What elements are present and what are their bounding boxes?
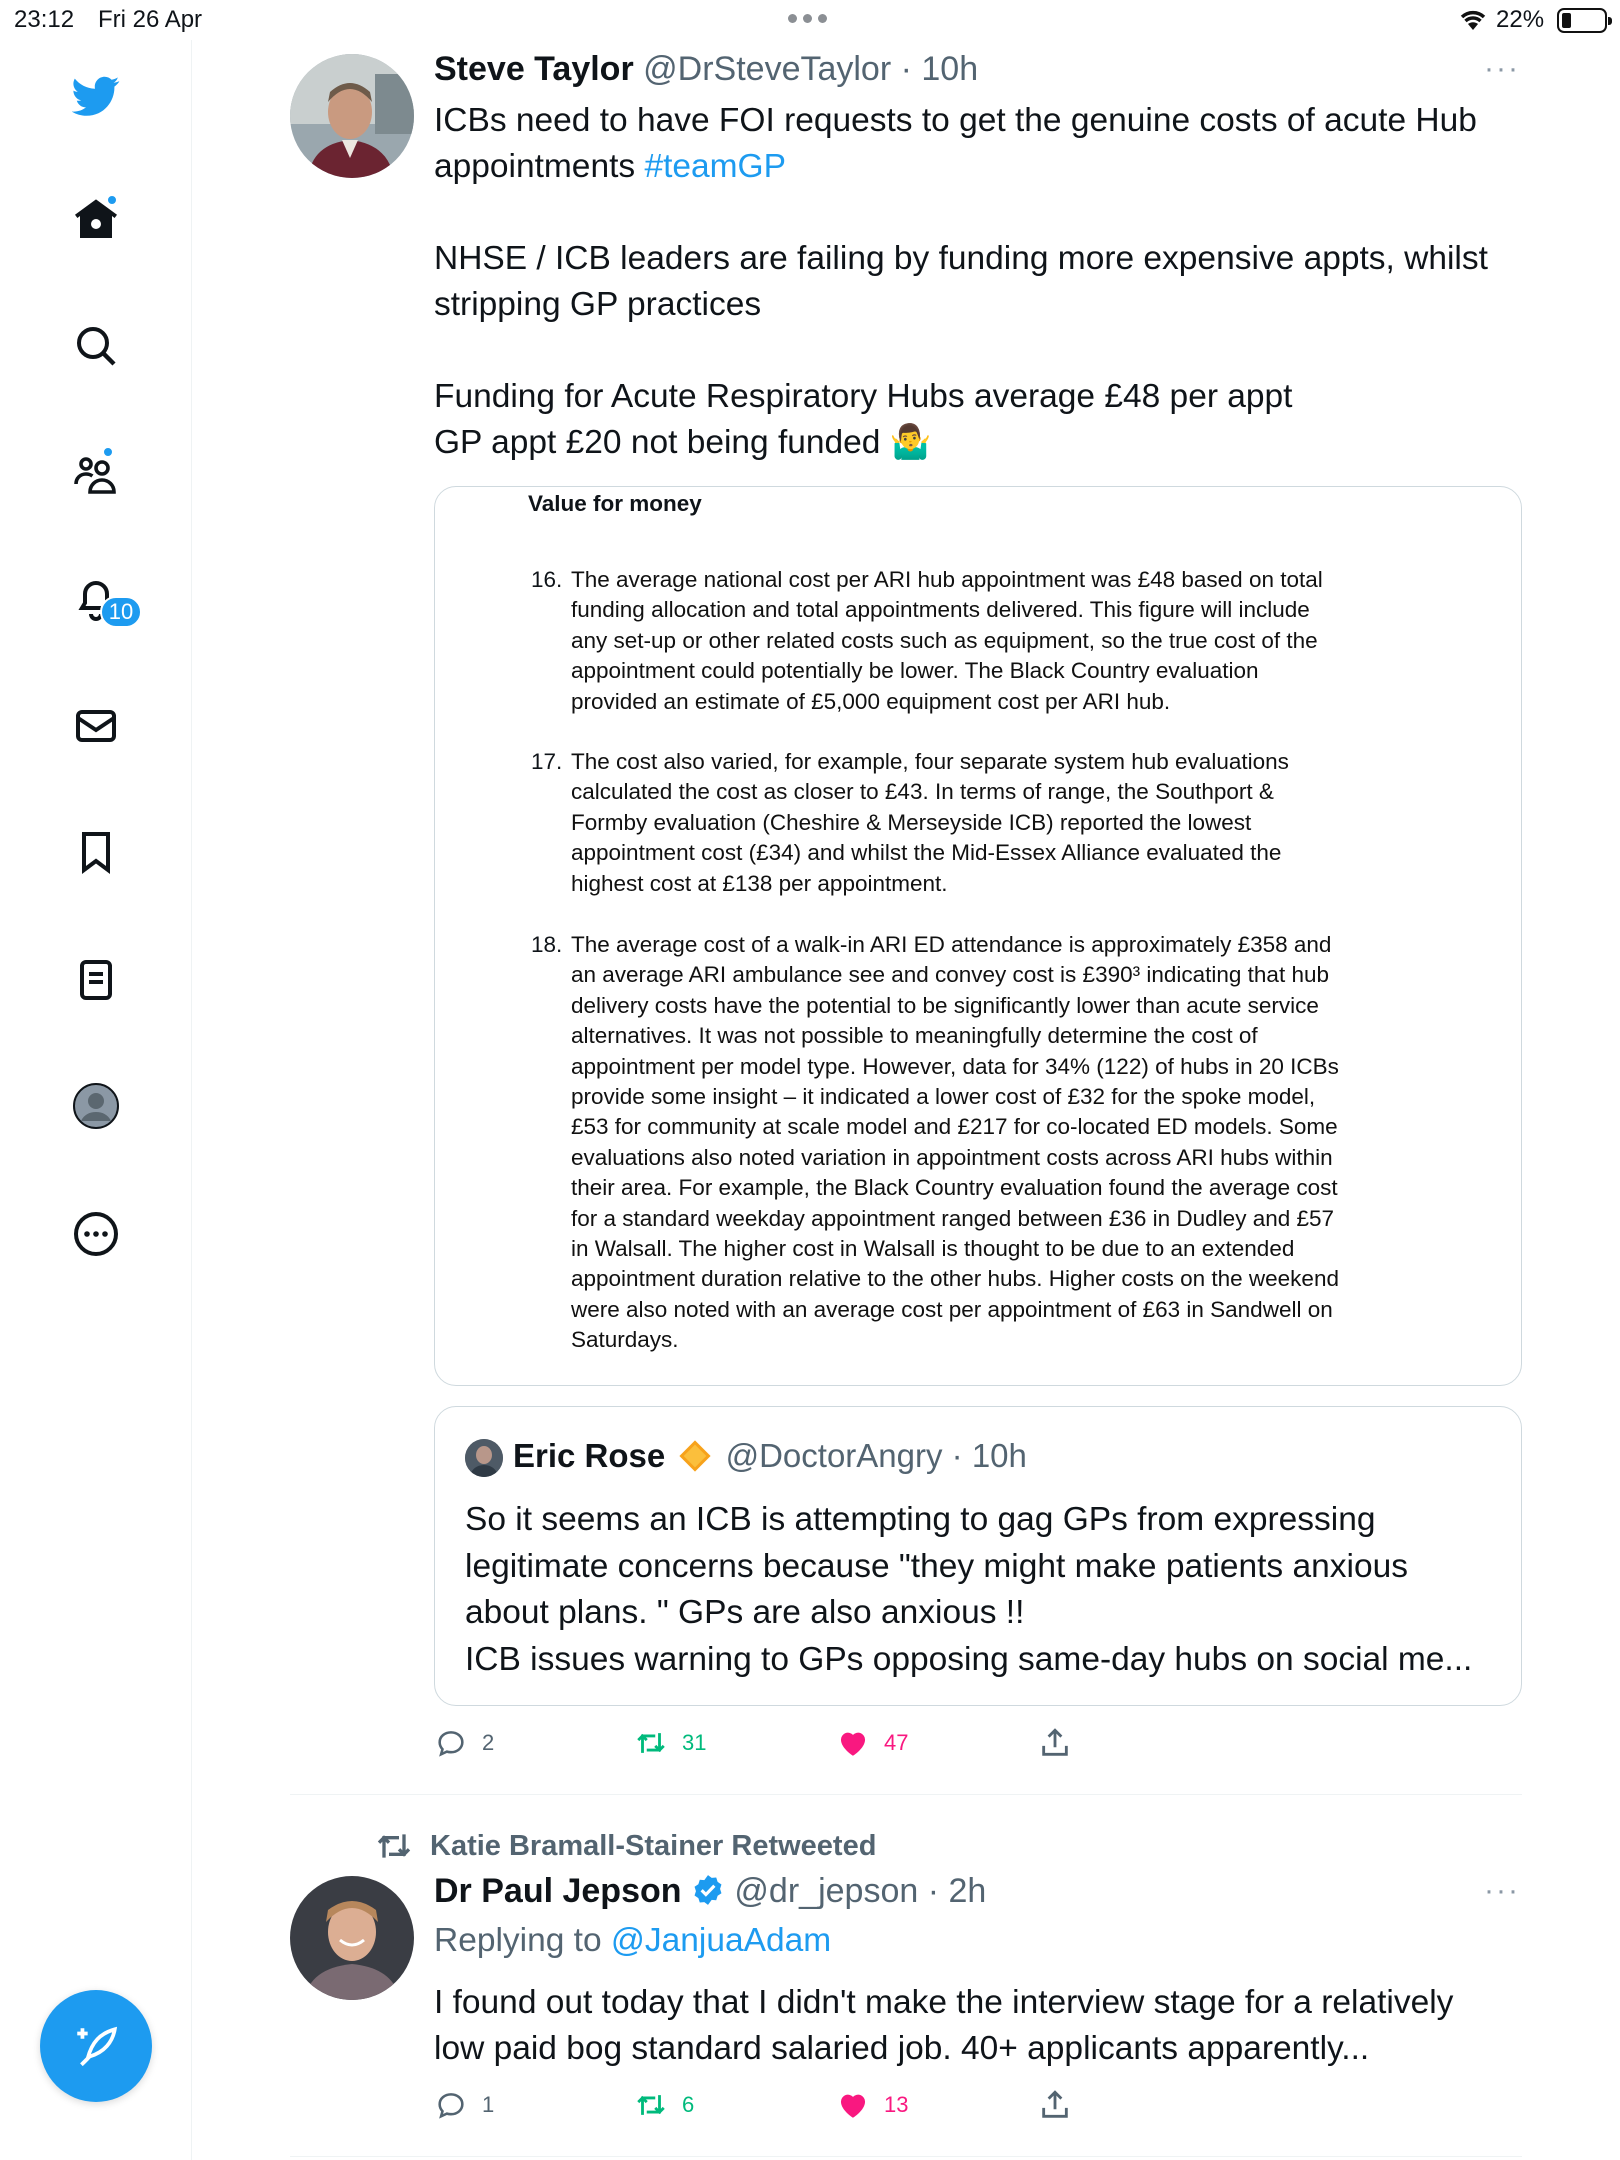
tweet-line: appointments [434, 148, 645, 185]
tweet-line: GP appt £20 not being funded 🤷‍♂️ [434, 424, 932, 461]
reply-button[interactable] [434, 2088, 494, 2122]
document-line: alternatives. It was not possible to meaningfully determine the cost of [571, 1023, 1258, 1049]
quoted-line: about plans. " GPs are also anxious !! [465, 1594, 1025, 1631]
document-line: appointment cost (£34) and whilst the Mid-Essex Alliance evaluated the [571, 840, 1282, 866]
document-line: The average cost of a walk-in ARI ED attendance is approximately £358 and [571, 932, 1332, 957]
status-bar [0, 0, 1620, 40]
like-count: 47 [884, 1730, 909, 1755]
document-item-number: 16. [531, 567, 563, 592]
document-line: £53 for community at scale model and £217 for co-located ED models. Some [571, 1114, 1338, 1140]
share-button[interactable] [1038, 2088, 1072, 2122]
quoted-author-name: Eric Rose [513, 1437, 666, 1474]
document-line: Saturdays. [571, 1327, 679, 1353]
more-options-icon[interactable]: ··· [1484, 52, 1520, 85]
tweet-actions [434, 2088, 1134, 2128]
bookmarks-icon[interactable] [68, 824, 124, 880]
tweet-line: low paid bog standard salaried job. 40+ applicants apparently... [434, 2030, 1370, 2067]
document-item-number: 17. [531, 749, 563, 774]
compose-icon [71, 2021, 121, 2071]
notifications-badge: 10 [100, 596, 142, 628]
document-line: provide some insight – it indicated a lower cost of £32 for the spoke model, [571, 1084, 1316, 1110]
share-button[interactable] [1038, 1726, 1072, 1760]
like-icon [836, 1726, 870, 1760]
home-icon[interactable] [68, 192, 124, 248]
document-line: any set-up or other related costs such as equipment, so the true cost of the [571, 627, 1318, 653]
author-handle[interactable]: @dr_jepson [734, 1872, 919, 1910]
share-icon [1038, 2088, 1072, 2122]
retweet-count: 6 [682, 2092, 695, 2117]
document-line: appointment could potentially be lower. The Black Country evaluation [571, 658, 1259, 684]
retweeted-by-label[interactable]: Katie Bramall-Stainer Retweeted [430, 1829, 877, 1862]
document-line: The average national cost per ARI hub appointment was £48 based on total [571, 567, 1323, 592]
author-name[interactable]: Steve Taylor [434, 50, 634, 88]
document-line: for a standard weekday appointment ranged between £36 in Dudley and £57 [571, 1205, 1335, 1231]
document-heading: Value for money [528, 491, 702, 516]
quoted-author-handle: @DoctorAngry [725, 1437, 943, 1474]
status-time: 23:12 [14, 6, 75, 33]
like-count: 13 [884, 2092, 909, 2117]
document-paragraph [571, 930, 1441, 1356]
avatar[interactable] [290, 1876, 414, 2000]
document-line: Formby evaluation (Cheshire & Merseyside ICB) reported the lowest [571, 809, 1252, 835]
author-handle[interactable]: @DrSteveTaylor [643, 50, 892, 88]
more-icon[interactable] [68, 1206, 124, 1262]
tweet-line: NHSE / ICB leaders are failing by funding more expensive appts, whilst [434, 240, 1488, 277]
document-paragraph [571, 747, 1441, 899]
document-line: funding allocation and total appointments delivered. This figure will include [571, 597, 1310, 623]
document-line: calculated the cost as closer to £43. In terms of range, the Southport & [571, 779, 1274, 805]
reply-icon [434, 1726, 468, 1760]
quoted-avatar [465, 1439, 503, 1477]
share-icon [1038, 1726, 1072, 1760]
like-icon [836, 2088, 870, 2122]
replying-label: Replying to [434, 1922, 611, 1959]
more-options-icon[interactable]: ··· [1484, 1874, 1520, 1907]
reply-count: 1 [482, 2092, 495, 2117]
retweet-icon [374, 1826, 414, 1866]
quoted-line: legitimate concerns because "they might make patients anxious [465, 1547, 1408, 1585]
quoted-line: ICB issues warning to GPs opposing same-day hubs on social me... [465, 1640, 1473, 1678]
document-line: an average ARI ambulance see and convey cost is £390³ indicating that hub [571, 962, 1329, 988]
like-button[interactable] [836, 1726, 908, 1760]
sidebar-nav [0, 40, 192, 2160]
tweet-divider [290, 1794, 1522, 1795]
author-name[interactable]: Dr Paul Jepson [434, 1872, 682, 1910]
document-line: delivery costs have the potential to be significantly lower than acute service [571, 992, 1319, 1018]
document-line: their area. For example, the Black Country evaluation found the average cost [571, 1175, 1338, 1201]
document-item-number: 18. [531, 932, 563, 957]
tweet-text [434, 1980, 1524, 2072]
document-line: appointment per model type. However, data for 34% (122) of hubs in 20 ICBs [571, 1053, 1339, 1079]
document-line: were also noted with an average cost per appointment of £63 in Sandwell on [571, 1296, 1333, 1322]
tweet-line: stripping GP practices [434, 286, 762, 323]
retweet-icon [634, 2088, 668, 2122]
twitter-logo-icon[interactable] [68, 68, 124, 124]
tweet-text [434, 98, 1524, 466]
document-line: in Walsall. The higher cost in Walsall is thought to be due to an extended [571, 1236, 1295, 1262]
quoted-line: So it seems an ICB is attempting to gag GPs from expressing [465, 1501, 1376, 1538]
battery-percentage: 22% [1496, 6, 1545, 33]
tweet-line: ICBs need to have FOI requests to get the genuine costs of acute Hub [434, 102, 1477, 139]
reply-count: 2 [482, 1730, 495, 1755]
lists-icon[interactable] [68, 952, 124, 1008]
wifi-icon [1458, 6, 1488, 32]
quoted-tweet[interactable] [434, 1406, 1522, 1706]
tweet-time[interactable]: · 10h [900, 50, 979, 88]
battery-icon [1557, 8, 1607, 33]
reply-icon [434, 2088, 468, 2122]
document-paragraph [571, 565, 1441, 717]
document-line: highest cost at £138 per appointment. [571, 870, 948, 896]
tweet-line: I found out today that I didn't make the interview stage for a relatively [434, 1984, 1454, 2021]
hashtag-link[interactable]: #teamGP [644, 148, 786, 185]
document-line: appointment duration relative to the other hubs. Higher costs on the weekend [571, 1266, 1339, 1292]
verified-icon [691, 1873, 725, 1907]
replying-to-link[interactable]: @JanjuaAdam [610, 1922, 832, 1959]
retweet-count: 31 [682, 1730, 707, 1755]
quoted-time: · 10h [951, 1437, 1027, 1474]
attached-image[interactable] [434, 486, 1522, 1386]
tweet-time[interactable]: · 2h [927, 1872, 987, 1910]
quoted-text [465, 1497, 1505, 1683]
avatar[interactable] [290, 54, 414, 178]
tweet-divider [290, 2156, 1522, 2157]
status-date: Fri 26 Apr [98, 6, 203, 33]
verified-org-icon [678, 1439, 712, 1473]
communities-icon[interactable] [68, 446, 124, 502]
profile-icon[interactable] [68, 1078, 124, 1134]
retweet-icon [634, 1726, 668, 1760]
document-line: evaluations also noted variation in appointment costs across ARI hubs within [571, 1144, 1333, 1170]
reply-button[interactable] [434, 1726, 494, 1760]
compose-button[interactable] [40, 1990, 152, 2102]
retweet-button[interactable] [634, 2088, 694, 2122]
retweet-button[interactable] [634, 1726, 706, 1760]
messages-icon[interactable] [68, 698, 124, 754]
search-icon[interactable] [68, 318, 124, 374]
tweet-line: Funding for Acute Respiratory Hubs average £48 per appt [434, 378, 1293, 415]
multitasking-dots-icon[interactable] [788, 8, 834, 28]
document-line: The cost also varied, for example, four separate system hub evaluations [571, 749, 1289, 774]
document-line: provided an estimate of £5,000 equipment cost per ARI hub. [571, 688, 1171, 714]
like-button[interactable] [836, 2088, 908, 2122]
tweet-actions [434, 1726, 1134, 1766]
